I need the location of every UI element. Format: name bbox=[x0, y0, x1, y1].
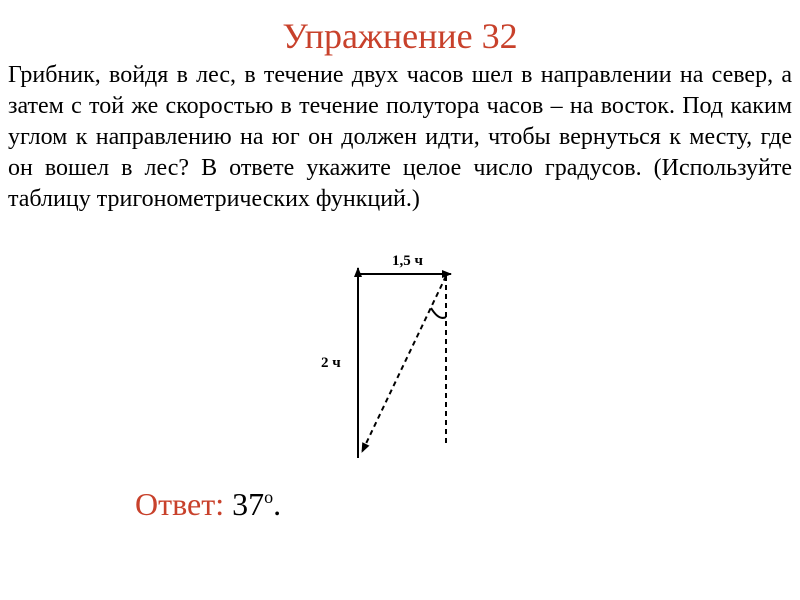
north-leg-label: 2 ч bbox=[321, 355, 341, 371]
degree-sign: о bbox=[264, 487, 274, 507]
problem-text: Грибник, войдя в лес, в течение двух часов шел в направлении на север, а затем с той же скоростью в течение полутора часов – на восток. Под каким углом к направлению на юг он должен идти, чтобы вернуться к месту, где он вошел в лес? В ответе укажите целое число градусов. (Используйте таблицу тригонометрических функций.) bbox=[8, 62, 792, 212]
angle-arc bbox=[431, 308, 446, 318]
answer-period: . bbox=[273, 486, 282, 522]
answer-label: Ответ: bbox=[135, 486, 225, 522]
return-vector bbox=[362, 276, 446, 452]
slide-title: Упражнение 32 bbox=[282, 16, 518, 56]
east-leg-label: 1,5 ч bbox=[392, 253, 423, 269]
answer bbox=[135, 477, 281, 524]
answer-value: 37 bbox=[232, 486, 265, 522]
